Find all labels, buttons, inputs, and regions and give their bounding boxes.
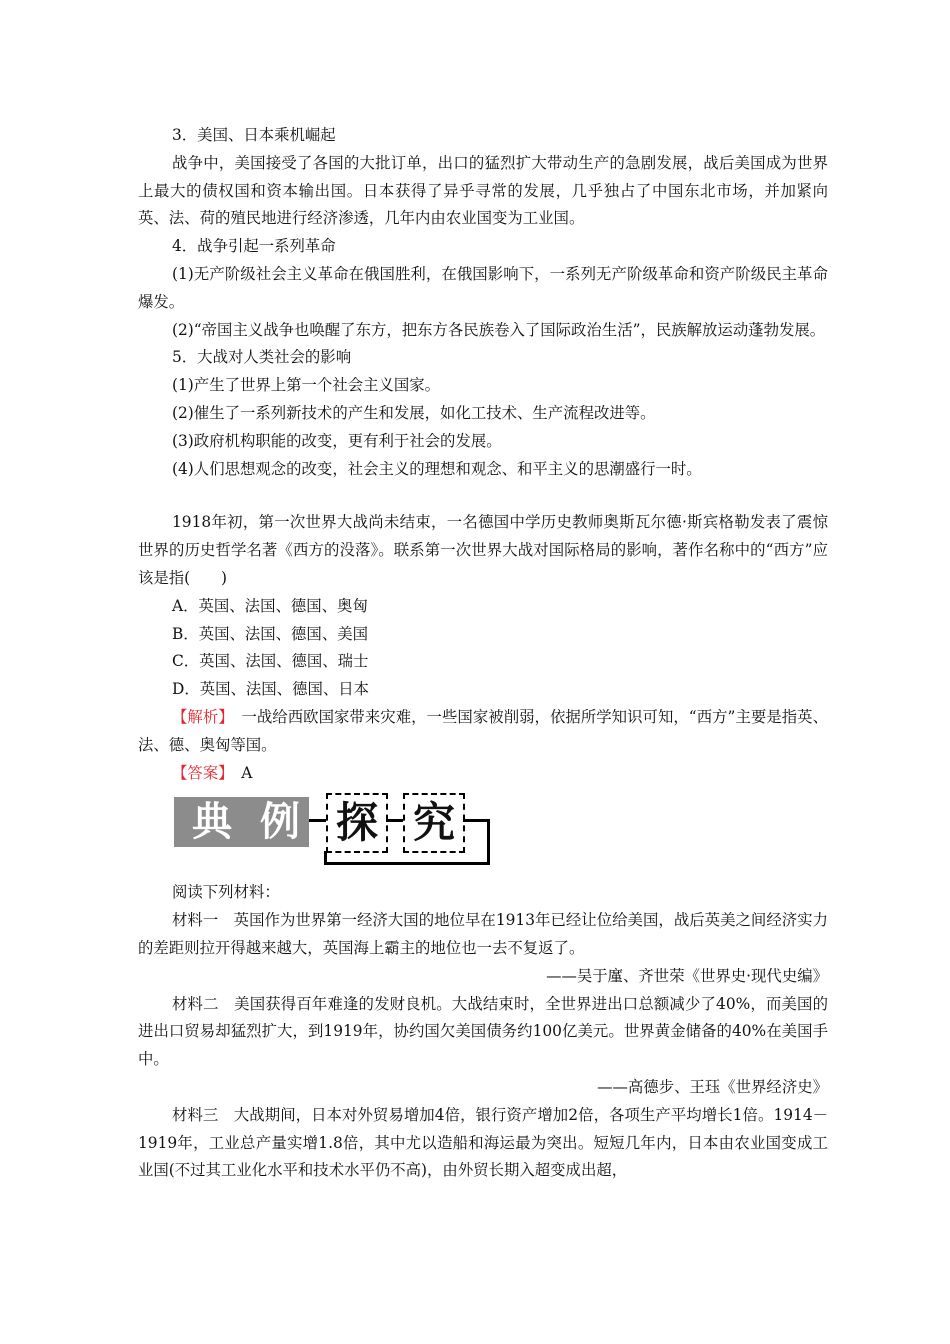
banner-frame-left [324,851,327,865]
analysis-text: 一战给西欧国家带来灾难，一些国家被削弱，依据所学知识可知，“西方”主要是指英、法、德、奥匈等国。 [138,707,828,754]
question-stem: 1918年初，第一次世界大战尚未结束，一名德国中学历史教师奥斯瓦尔德·斯宾格勒发表了震惊世界的历史哲学名著《西方的没落》。联系第一次世界大战对国际格局的影响，著作名称中的“西方”应该是指( ) [138,513,828,587]
list-item: (3)政府机构职能的改变，更有利于社会的发展。 [172,431,502,450]
answer [138,760,828,788]
banner-connector [463,819,490,822]
banner-frame-bottom [324,862,490,865]
list-item: (2)“帝国主义战争也唤醒了东方，把东方各民族卷入了国际政治生活”，民族解放运动蓬勃发展。 [172,320,826,339]
material-1: 材料一 英国作为世界第一经济大国的地位早在1913年已经让位给美国，战后英美之间经济实力的差距则拉开得越来越大，英国海上霸主的地位也一去不复返了。 [138,911,828,957]
option-b: B．英国、法国、德国、美国 [172,624,368,643]
list-item: (1)无产阶级社会主义革命在俄国胜利，在俄国影响下，一系列无产阶级革命和资产阶级民主革命爆发。 [138,264,828,311]
section-heading: 4．战争引起一系列革命 [172,237,336,256]
banner-char-4: 究 [403,793,465,853]
answer-label: 【答案】 [172,763,226,782]
material-3: 材料三 大战期间，日本对外贸易增加4倍，银行资产增加2倍，各项生产平均增长1倍。1914－1919年，工业总产量实增1.8倍，其中尤以造船和海运最为突出。短短几年内，日本由农业国变成工业国(不过其工业化水平和技术水平仍不高)，由外贸长期入超变成出超， [138,1105,828,1180]
analysis [138,704,828,760]
banner-frame-right [487,819,490,865]
typical-example-banner [174,793,494,871]
option-d: D．英国、法国、德国、日本 [172,680,370,699]
reading-intro: 阅读下列材料： [172,883,280,902]
material-2: 材料二 美国获得百年难逢的发财良机。大战结束时，全世界进出口总额减少了40%，而美国的进出口贸易却猛烈扩大，到1919年，协约国欠美国债务约100亿美元。世界黄金储备的40%在美国手中。 [138,994,828,1069]
document-content [138,122,828,1185]
banner-char-3: 探 [326,793,388,853]
banner-char-2: 例 [260,799,300,846]
spacer [138,483,828,509]
analysis-label: 【解析】 [172,707,227,726]
material-1-source: ——吴于廑、齐世荣《世界史·现代史编》 [546,966,828,985]
paragraph: 战争中，美国接受了各国的大批订单，出口的猛烈扩大带动生产的急剧发展，战后美国成为世界上最大的债权国和资本输出国。日本获得了异乎寻常的发展，几乎独占了中国东北市场，并加紧向英、法、荷的殖民地进行经济渗透，几年内由农业国变为工业国。 [138,153,828,228]
option-c: C．英国、法国、德国、瑞士 [172,652,369,671]
material-2-source: ——高德步、王珏《世界经济史》 [597,1077,828,1096]
list-item: (4)人们思想观念的改变，社会主义的理想和观念、和平主义的思潮盛行一时。 [172,459,702,478]
section-heading: 3．美国、日本乘机崛起 [172,126,336,144]
list-item: (1)产生了世界上第一个社会主义国家。 [172,376,441,395]
section-heading: 5．大战对人类社会的影响 [172,348,352,367]
answer-text: A [225,763,253,782]
option-a: A．英国、法国、德国、奥匈 [172,596,368,615]
banner-char-1: 典 [192,799,232,846]
list-item: (2)催生了一系列新技术的产生和发展，如化工技术、生产流程改进等。 [172,403,656,422]
